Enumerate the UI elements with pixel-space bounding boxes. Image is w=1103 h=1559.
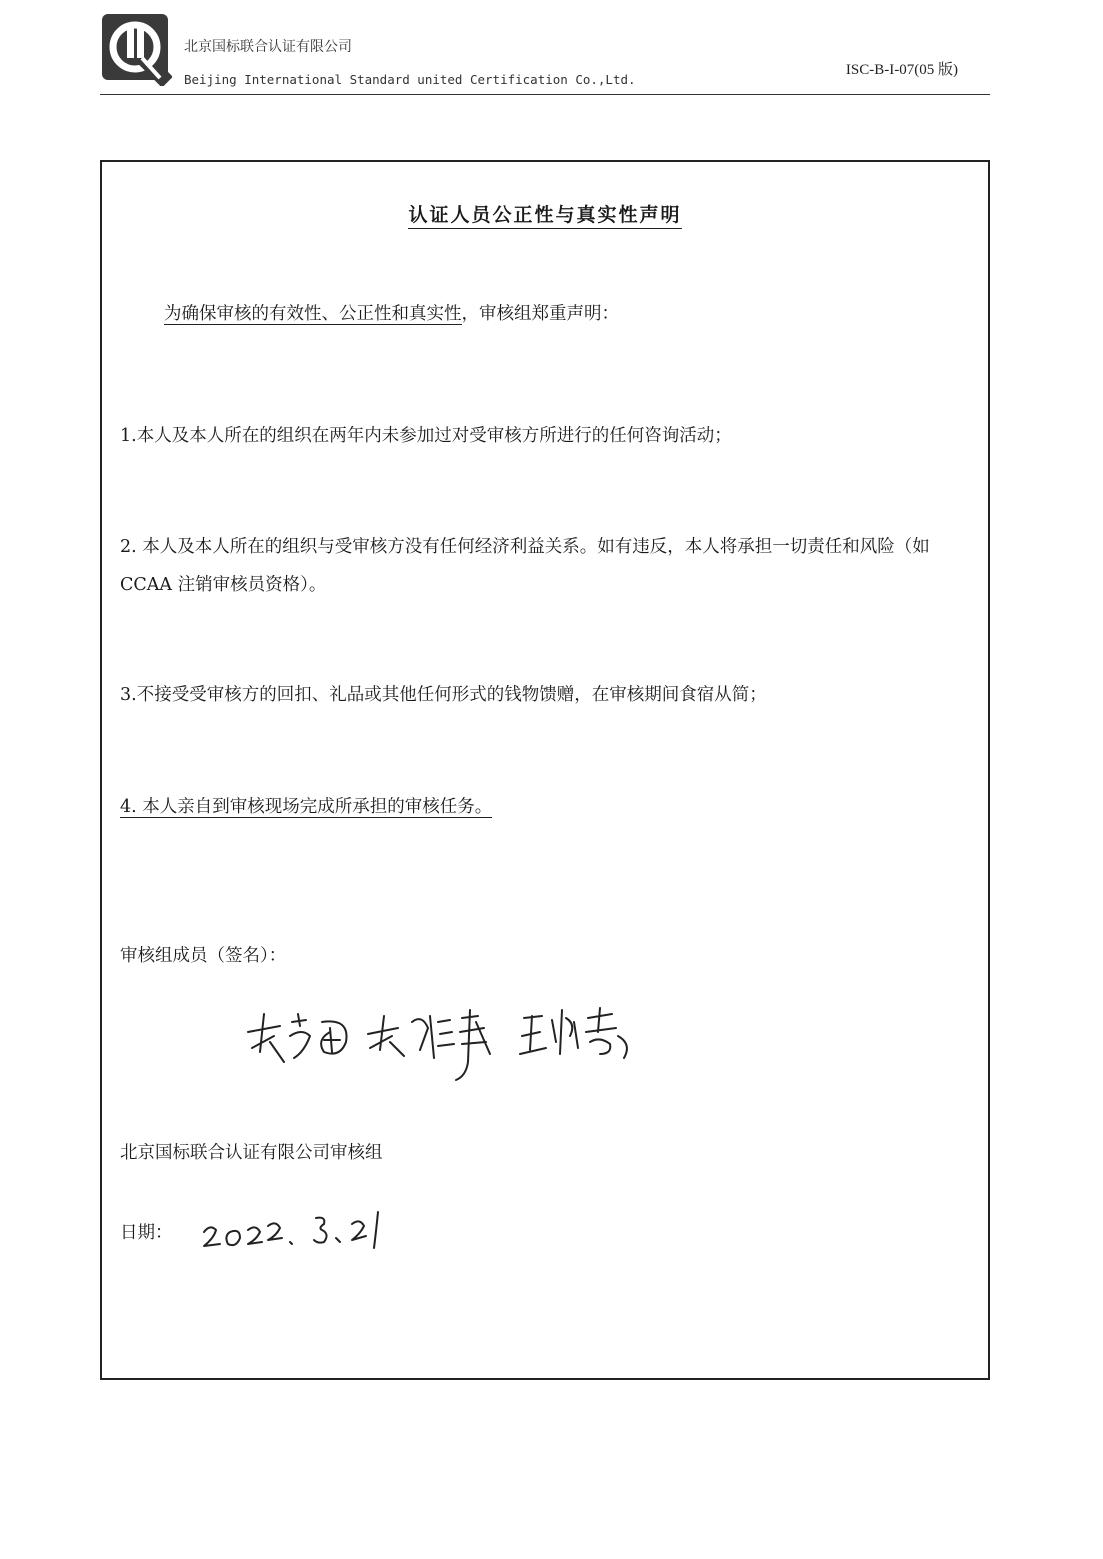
- document-code: ISC-B-I-07(05 版): [845, 62, 958, 78]
- members-signature-label: 审核组成员（签名）：: [120, 946, 287, 966]
- declaration-item-4-text: 4. 本人亲自到审核现场完成所承担的审核任务。: [120, 797, 493, 817]
- declaration-item-1: 1.本人及本人所在的组织在两年内未参加过对受审核方所进行的任何咨询活动；: [120, 426, 732, 446]
- handwritten-date: [200, 1202, 400, 1262]
- handwritten-signatures: [240, 992, 640, 1082]
- intro-paragraph: [164, 295, 974, 333]
- company-name-en: Beijing International Standard united Certification Co.,Ltd.: [184, 72, 636, 87]
- declaration-item-4: [120, 788, 974, 826]
- intro-rest-text: ，审核组郑重声明：: [461, 304, 619, 324]
- intro-underlined-text: 为确保审核的有效性、公正性和真实性: [164, 304, 462, 324]
- page-header: [100, 12, 990, 98]
- document-title: [102, 200, 988, 227]
- company-logo-icon: [100, 12, 172, 86]
- declaration-frame: [100, 160, 990, 1380]
- audit-team-org: 北京国标联合认证有限公司审核组: [120, 1143, 383, 1163]
- declaration-item-2: 2. 本人及本人所在的组织与受审核方没有任何经济利益关系。如有违反，本人将承担一切责任和风险（如 CCAA 注销审核员资格）。: [120, 537, 930, 595]
- header-divider: [100, 94, 990, 95]
- date-label: 日期：: [120, 1223, 173, 1243]
- declaration-item-3: 3.不接受受审核方的回扣、礼品或其他任何形式的钱物馈赠，在审核期间食宿从简；: [120, 685, 767, 705]
- document-title-text: 认证人员公正性与真实性声明: [408, 204, 681, 229]
- company-name-cn: 北京国标联合认证有限公司: [184, 39, 352, 55]
